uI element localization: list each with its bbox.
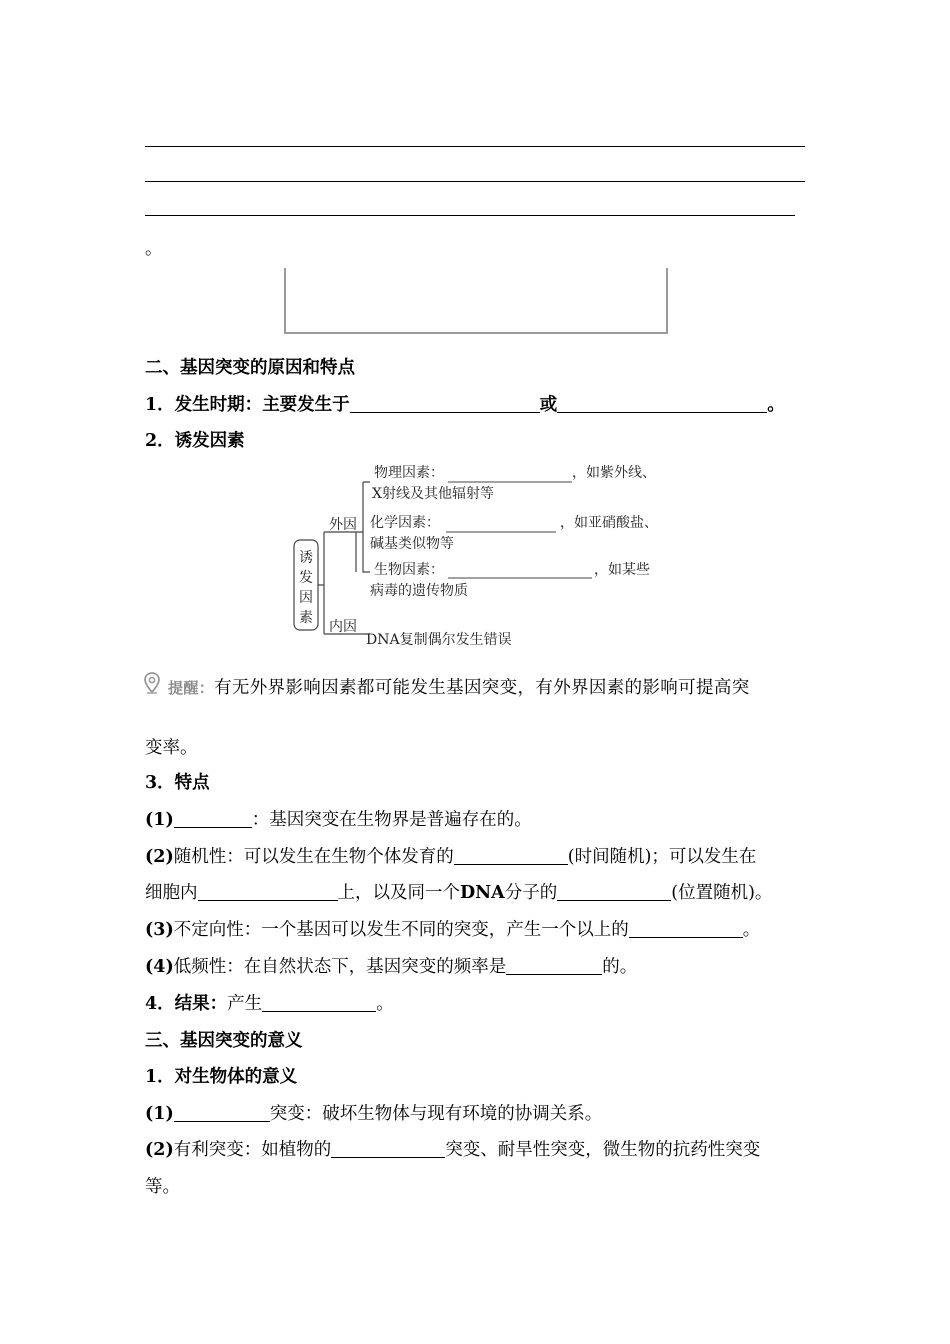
item-occurrence-period bbox=[145, 394, 785, 416]
feature2-text-f: (位置随机)。 bbox=[671, 883, 773, 903]
biological-text-2: 病毒的遗传物质 bbox=[370, 583, 468, 599]
intro-period: 。 bbox=[145, 239, 163, 259]
blank-harmful bbox=[174, 1104, 270, 1122]
feature2-num: (2) bbox=[145, 847, 174, 867]
location-pin-icon bbox=[143, 672, 161, 694]
item1-text-end: 。 bbox=[767, 395, 785, 415]
feature-randomness-line-1 bbox=[145, 846, 756, 868]
image-frame bbox=[284, 268, 668, 334]
blank-position-random bbox=[557, 883, 671, 901]
blank-time-random bbox=[454, 847, 568, 865]
feature4-num: (4) bbox=[145, 957, 174, 977]
hint-line-2: 变率。 bbox=[145, 738, 198, 758]
feature4-text-b: 的。 bbox=[602, 957, 638, 977]
sig1-text: 突变：破坏生物体与现有环境的协调关系。 bbox=[269, 1104, 603, 1124]
feature2-text-e: 分子的 bbox=[504, 883, 558, 903]
biological-text: ，如某些 bbox=[594, 562, 650, 578]
blank-period-2 bbox=[557, 395, 767, 413]
item-significance-organism: 1．对生物体的意义 bbox=[145, 1067, 298, 1087]
feature2-text-c: 细胞内 bbox=[145, 883, 198, 903]
feature3-text-b: 。 bbox=[742, 920, 761, 940]
feature3-text-a: 不定向性：一个基因可以发生不同的突变，产生一个以上的 bbox=[173, 920, 629, 940]
significance-harmful bbox=[145, 1103, 602, 1125]
item1-text-a: 主要发生于 bbox=[262, 395, 350, 415]
significance-beneficial-line-2: 等。 bbox=[145, 1177, 180, 1197]
blank-beneficial bbox=[331, 1140, 445, 1158]
sig2-text-a: 有利突变：如植物的 bbox=[173, 1140, 332, 1160]
sig2-text-b: 突变、耐旱性突变，微生物的抗药性突变 bbox=[445, 1140, 761, 1160]
biological-label: 生物因素： bbox=[374, 562, 444, 578]
feature2-dna: DNA bbox=[460, 883, 505, 903]
feature2-text-a: 随机性：可以发生在生物个体发育的 bbox=[173, 847, 454, 867]
blank-cell-location bbox=[198, 883, 338, 901]
item-inducing-factors: 2．诱发因素 bbox=[145, 431, 245, 451]
significance-beneficial-line-1 bbox=[145, 1139, 760, 1161]
feature-universality bbox=[145, 809, 532, 831]
blank-universality bbox=[174, 810, 252, 828]
item1-text-b: 或 bbox=[539, 395, 558, 415]
hint-line-1 bbox=[168, 677, 750, 699]
root-char-4: 素 bbox=[299, 610, 313, 626]
section-title-significance: 三、基因突变的意义 bbox=[145, 1031, 303, 1051]
sig1-num: (1) bbox=[145, 1104, 174, 1124]
inducing-factors-diagram bbox=[288, 458, 708, 658]
label-external: 外因 bbox=[329, 517, 357, 533]
feature-randomness-line-2 bbox=[145, 882, 772, 904]
item1-label: 1．发生时期： bbox=[145, 395, 263, 415]
label-internal: 内因 bbox=[329, 619, 357, 635]
chemical-text-2: 碱基类似物等 bbox=[370, 536, 454, 552]
answer-line-1 bbox=[145, 146, 805, 147]
blank-period-1 bbox=[350, 395, 540, 413]
item-result bbox=[145, 993, 394, 1015]
blank-frequency bbox=[506, 957, 602, 975]
internal-desc: DNA复制偶尔发生错误 bbox=[366, 632, 512, 648]
result-text-a: 产生 bbox=[227, 994, 263, 1014]
feature4-text-a: 低频性：在自然状态下，基因突变的频率是 bbox=[173, 957, 507, 977]
result-label: 4．结果： bbox=[145, 994, 228, 1014]
connector-external-branches bbox=[356, 482, 370, 572]
hint-text-1: 有无外界影响因素都可能发生基因突变，有外界因素的影响可提高突 bbox=[214, 678, 750, 698]
root-char-2: 发 bbox=[299, 570, 313, 586]
section-title-causes: 二、基因突变的原因和特点 bbox=[145, 358, 355, 378]
feature2-text-b: (时间随机)；可以发生在 bbox=[567, 847, 757, 867]
feature2-text-d: 上，以及同一个 bbox=[337, 883, 460, 903]
answer-line-2 bbox=[145, 181, 805, 182]
sig2-num: (2) bbox=[145, 1140, 174, 1160]
features-title: 3．特点 bbox=[145, 773, 210, 793]
physical-label: 物理因素： bbox=[374, 465, 444, 481]
hint-label: 提醒： bbox=[168, 679, 215, 697]
chemical-text: ，如亚硝酸盐、 bbox=[560, 515, 658, 531]
blank-alleles bbox=[629, 920, 743, 938]
blank-result bbox=[262, 994, 376, 1012]
root-char-1: 诱 bbox=[299, 550, 313, 566]
answer-line-3 bbox=[145, 215, 795, 216]
feature3-num: (3) bbox=[145, 920, 174, 940]
connector-root bbox=[318, 532, 324, 634]
feature1-text: ：基因突变在生物界是普遍存在的。 bbox=[251, 810, 532, 830]
chemical-label: 化学因素： bbox=[370, 515, 440, 531]
feature-nondirectional bbox=[145, 919, 760, 941]
feature1-num: (1) bbox=[145, 810, 174, 830]
physical-text-2: X射线及其他辐射等 bbox=[372, 486, 494, 502]
root-char-3: 因 bbox=[299, 590, 313, 606]
result-text-b: 。 bbox=[376, 994, 394, 1014]
feature-low-frequency bbox=[145, 956, 637, 978]
physical-text: ，如紫外线、 bbox=[572, 465, 656, 481]
